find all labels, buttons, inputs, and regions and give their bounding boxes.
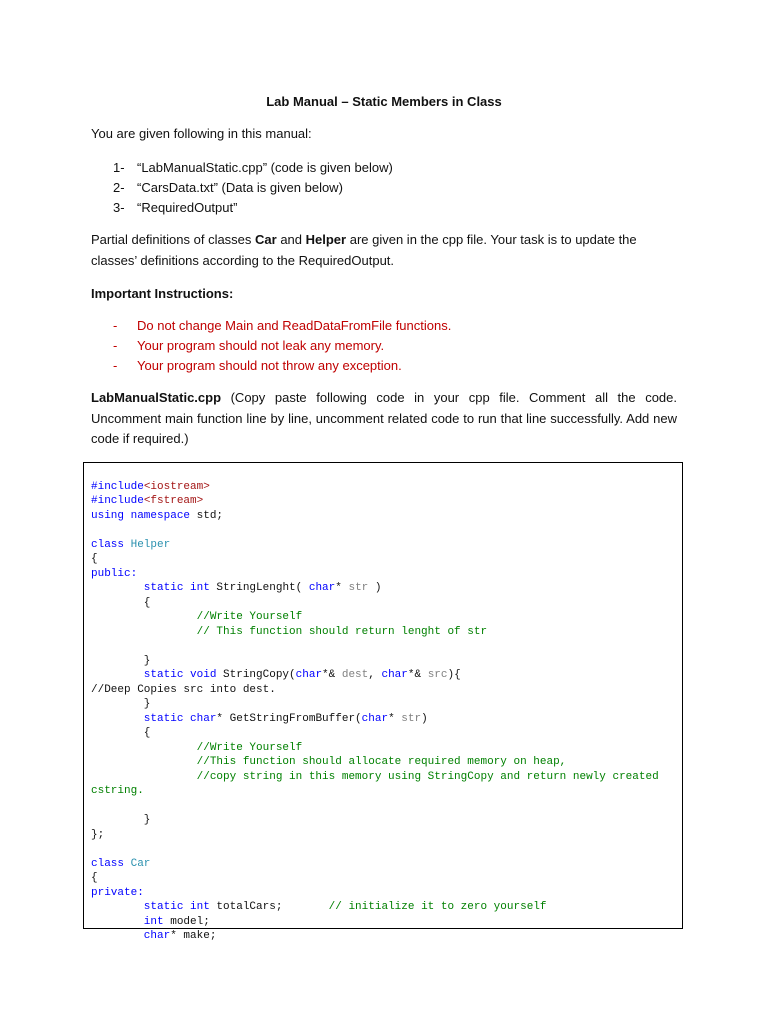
code-line — [91, 900, 659, 915]
code-line: //Deep Copies src into dest. — [91, 683, 276, 696]
code-token: char — [91, 930, 171, 942]
class-name-car: Car — [255, 232, 277, 247]
list-item — [113, 356, 451, 376]
text-run: (Copy paste following code in your cpp file. Comment all the code. Uncomment main function line by line, uncomment related code to run that line successfully. Add new code if required.) — [91, 390, 677, 446]
text-run: and — [276, 232, 306, 247]
instructions-list — [113, 316, 451, 376]
code-token: using namespace — [91, 509, 191, 522]
code-token: ) — [368, 582, 382, 594]
document-title: Lab Manual – Static Members in Class — [266, 94, 502, 109]
code-line — [91, 494, 659, 509]
code-line: //Write Yourself — [91, 741, 303, 754]
code-block — [83, 462, 683, 942]
code-token: char — [295, 669, 323, 681]
code-line — [91, 799, 659, 814]
code-token: static int — [91, 901, 210, 913]
instructions-heading: Important Instructions: — [91, 286, 234, 301]
code-line: { — [91, 872, 98, 884]
code-token: class — [91, 857, 131, 870]
code-token: * — [335, 582, 349, 594]
code-token: dest — [341, 669, 369, 681]
list-text: “CarsData.txt” (Data is given below) — [137, 180, 343, 195]
code-token: model; — [163, 915, 210, 928]
code-token: <fstream> — [143, 495, 204, 507]
code-line: } — [91, 814, 151, 826]
code-token: * — [388, 712, 402, 725]
code-token: * GetStringFromBuffer( — [216, 712, 362, 725]
code-line: // This function should return lenght of str — [91, 625, 488, 638]
list-bullet: - — [113, 318, 118, 333]
code-token: std; — [190, 509, 224, 522]
list-item — [113, 158, 393, 178]
intro-paragraph: You are given following in this manual: — [91, 126, 312, 141]
code-line: //This function should allocate required memory on heap, — [91, 756, 567, 768]
code-token: static void — [91, 669, 217, 681]
class-name-helper: Helper — [305, 232, 347, 247]
code-line: cstring. — [91, 785, 144, 797]
code-token: class — [91, 538, 131, 551]
list-bullet: - — [113, 358, 118, 373]
code-line: { — [91, 553, 98, 565]
code-token: char — [361, 712, 389, 725]
code-token: Helper — [130, 538, 171, 551]
list-item — [113, 336, 451, 356]
code-line — [91, 480, 659, 495]
list-item — [113, 198, 393, 218]
partial-definitions-paragraph — [91, 230, 677, 271]
code-line — [91, 523, 659, 538]
code-token: src — [427, 669, 448, 681]
code-token: StringCopy( — [216, 669, 296, 681]
code-line: //Write Yourself — [91, 611, 303, 623]
code-token: static int — [91, 582, 210, 594]
code-token: // initialize it to zero yourself — [328, 901, 547, 913]
code-line — [91, 639, 659, 654]
list-number: 3- — [113, 200, 125, 215]
given-items-list — [113, 158, 393, 218]
list-text: “LabManualStatic.cpp” (code is given below) — [137, 160, 393, 175]
file-name: LabManualStatic.cpp — [91, 390, 222, 405]
code-line — [91, 538, 659, 553]
code-token: str — [348, 582, 369, 594]
code-token: totalCars; — [209, 901, 329, 913]
list-number: 1- — [113, 160, 125, 175]
list-item — [113, 316, 451, 336]
code-token: , — [368, 669, 382, 681]
code-token: int — [91, 915, 164, 928]
code-line — [91, 712, 659, 727]
code-line: //copy string in this memory using StringCopy and return newly created — [91, 770, 659, 783]
code-line: }; — [91, 828, 105, 841]
list-text: Do not change Main and ReadDataFromFile functions. — [137, 318, 452, 333]
code-token: *& — [407, 669, 428, 681]
code-line: { — [91, 727, 151, 739]
code-line: private: — [91, 886, 144, 899]
code-token: ) — [421, 712, 428, 725]
list-text: Your program should not throw any exception. — [137, 358, 402, 373]
code-listing — [91, 465, 659, 973]
code-token: *& — [322, 669, 342, 681]
code-line: } — [91, 698, 151, 710]
code-line — [91, 842, 659, 857]
code-line — [91, 915, 659, 930]
code-token: * make; — [170, 930, 217, 942]
code-line: { — [91, 596, 151, 609]
list-bullet: - — [113, 338, 118, 353]
code-token: str — [401, 712, 422, 725]
code-line — [91, 857, 659, 872]
code-token: char — [381, 669, 408, 681]
code-token: char — [308, 582, 336, 594]
list-item — [113, 178, 393, 198]
code-line: public: — [91, 567, 138, 580]
list-text: Your program should not leak any memory. — [137, 338, 385, 353]
cpp-intro-paragraph — [91, 388, 677, 450]
code-line — [91, 509, 659, 524]
code-line — [91, 668, 659, 683]
code-token: #include — [91, 480, 144, 493]
text-run: Partial definitions of classes — [91, 232, 256, 247]
code-line — [91, 929, 659, 944]
code-token: static char — [91, 712, 217, 725]
code-line — [91, 581, 659, 596]
list-text: “RequiredOutput” — [137, 200, 238, 215]
code-token: #include — [91, 495, 144, 507]
text-run: are given in the cpp file. Your task is to update the classes’ definitions according to the RequiredOutput. — [91, 232, 637, 268]
code-token: StringLenght( — [209, 582, 309, 594]
list-number: 2- — [113, 180, 125, 195]
code-line: } — [91, 654, 151, 667]
code-token: Car — [130, 857, 151, 870]
code-token: ){ — [447, 669, 461, 681]
code-token: <iostream> — [143, 480, 210, 493]
